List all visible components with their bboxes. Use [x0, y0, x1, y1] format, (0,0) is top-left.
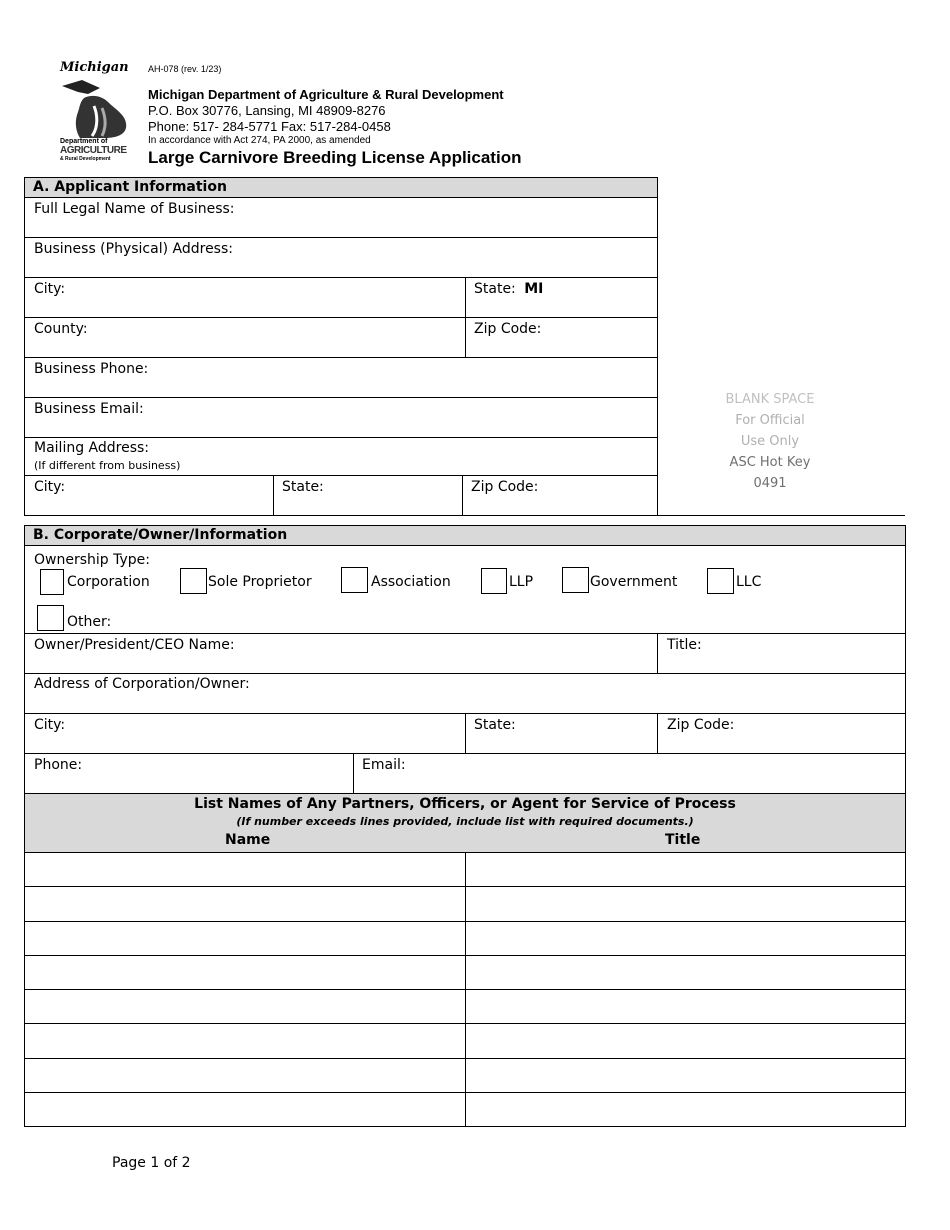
- owner-title-input[interactable]: [708, 638, 898, 656]
- partner-name-input-5[interactable]: [32, 997, 458, 1017]
- partners-col-name: Name: [225, 832, 271, 848]
- other-input[interactable]: [120, 613, 420, 631]
- other-checkbox[interactable]: [37, 605, 64, 631]
- zip-label: Zip Code:: [474, 321, 542, 337]
- official-line-3: Use Only: [740, 434, 800, 449]
- official-line-5: 0491: [753, 476, 787, 491]
- official-line-4: ASC Hot Key: [729, 455, 811, 470]
- llc-checkbox[interactable]: [707, 568, 734, 594]
- business-name-input[interactable]: [240, 202, 650, 220]
- state-label-text: State:: [474, 281, 516, 297]
- corp-zip-label: Zip Code:: [667, 717, 735, 733]
- partner-name-input-7[interactable]: [32, 1066, 458, 1086]
- agency-address: P.O. Box 30776, Lansing, MI 48909-8276: [148, 103, 386, 118]
- mail-city-label: City:: [34, 479, 66, 495]
- partner-name-input-1[interactable]: [32, 860, 458, 880]
- logo-agriculture-text: AGRICULTURE: [60, 145, 127, 156]
- partner-title-input-8[interactable]: [473, 1100, 899, 1120]
- partner-title-input-4[interactable]: [473, 963, 899, 983]
- page-title: Large Carnivore Breeding License Application: [148, 148, 522, 167]
- business-address-label: Business (Physical) Address:: [34, 241, 233, 257]
- partner-name-input-6[interactable]: [32, 1031, 458, 1051]
- form-number: AH-078 (rev. 1/23): [148, 64, 222, 74]
- ownership-type-label: Ownership Type:: [34, 552, 150, 568]
- partner-title-input-1[interactable]: [473, 860, 899, 880]
- mailing-address-note: (If different from business): [34, 459, 181, 472]
- business-email-label: Business Email:: [34, 401, 144, 417]
- other-label: Other:: [67, 614, 112, 630]
- corp-city-input[interactable]: [74, 718, 459, 736]
- county-label: County:: [34, 321, 88, 337]
- corp-address-input[interactable]: [258, 677, 898, 695]
- page-number: Page 1 of 2: [112, 1155, 191, 1171]
- corporation-label: Corporation: [67, 574, 150, 590]
- official-line-1: BLANK SPACE: [725, 392, 815, 407]
- corp-email-input[interactable]: [410, 758, 898, 776]
- owner-name-input[interactable]: [244, 638, 652, 656]
- mail-zip-input[interactable]: [546, 480, 652, 498]
- city-label: City:: [34, 281, 66, 297]
- llp-checkbox[interactable]: [481, 568, 507, 594]
- sole-proprietor-checkbox[interactable]: [180, 568, 207, 594]
- corp-city-label: City:: [34, 717, 66, 733]
- business-address-input[interactable]: [240, 242, 650, 260]
- corp-address-label: Address of Corporation/Owner:: [34, 676, 250, 692]
- business-phone-label: Business Phone:: [34, 361, 149, 377]
- llp-label: LLP: [509, 574, 534, 590]
- partner-name-input-3[interactable]: [32, 929, 458, 949]
- partners-heading: List Names of Any Partners, Officers, or Agent for Service of Process: [194, 796, 736, 812]
- official-use-block: [690, 389, 850, 494]
- logo-dept-text: Department of: [60, 138, 108, 145]
- corp-zip-input[interactable]: [740, 718, 898, 736]
- government-label: Government: [590, 574, 678, 590]
- state-value: MI: [524, 281, 544, 297]
- agency-phone-fax: Phone: 517- 284-5771 Fax: 517-284-0458: [148, 119, 391, 134]
- logo-script-text: Michigan: [60, 60, 129, 75]
- llc-label: LLC: [736, 574, 762, 590]
- mail-state-label: State:: [282, 479, 324, 495]
- partners-col-title: Title: [665, 832, 701, 848]
- county-input[interactable]: [96, 322, 459, 340]
- government-checkbox[interactable]: [562, 567, 589, 593]
- partner-title-input-6[interactable]: [473, 1031, 899, 1051]
- official-line-2: For Official: [735, 413, 805, 428]
- zip-input[interactable]: [548, 322, 652, 340]
- sole-proprietor-label: Sole Proprietor: [208, 574, 312, 590]
- logo-rural-text: & Rural Development: [60, 156, 111, 162]
- partner-title-input-7[interactable]: [473, 1066, 899, 1086]
- corp-state-label: State:: [474, 717, 516, 733]
- act-reference: In accordance with Act 274, PA 2000, as amended: [148, 135, 371, 146]
- partner-title-input-3[interactable]: [473, 929, 899, 949]
- mail-city-input[interactable]: [74, 480, 268, 498]
- corp-phone-input[interactable]: [88, 758, 348, 776]
- partner-title-input-5[interactable]: [473, 997, 899, 1017]
- partner-name-input-4[interactable]: [32, 963, 458, 983]
- state-label: [474, 281, 543, 297]
- agency-logo: [58, 60, 134, 164]
- business-email-input[interactable]: [150, 402, 650, 420]
- michigan-map-icon: [58, 76, 134, 140]
- agency-name: Michigan Department of Agriculture & Rural Development: [148, 87, 504, 102]
- partner-name-input-2[interactable]: [32, 894, 458, 914]
- mail-state-input[interactable]: [330, 480, 456, 498]
- corp-email-label: Email:: [362, 757, 406, 773]
- partner-name-input-8[interactable]: [32, 1100, 458, 1120]
- business-name-label: Full Legal Name of Business:: [34, 201, 235, 217]
- partners-note: (If number exceeds lines provided, include list with required documents.): [236, 815, 694, 828]
- owner-title-label: Title:: [667, 637, 702, 653]
- association-checkbox[interactable]: [341, 567, 368, 593]
- mailing-address-label: Mailing Address:: [34, 440, 150, 456]
- mail-zip-label: Zip Code:: [471, 479, 539, 495]
- partner-title-input-2[interactable]: [473, 894, 899, 914]
- section-a-heading: A. Applicant Information: [24, 177, 658, 198]
- business-phone-input[interactable]: [156, 362, 650, 380]
- association-label: Association: [371, 574, 451, 590]
- city-input[interactable]: [74, 282, 459, 300]
- corporation-checkbox[interactable]: [40, 569, 64, 595]
- section-b-heading: B. Corporate/Owner/Information: [24, 525, 905, 546]
- owner-name-label: Owner/President/CEO Name:: [34, 637, 235, 653]
- corp-state-input[interactable]: [522, 718, 652, 736]
- corp-phone-label: Phone:: [34, 757, 83, 773]
- mailing-address-input[interactable]: [160, 441, 650, 459]
